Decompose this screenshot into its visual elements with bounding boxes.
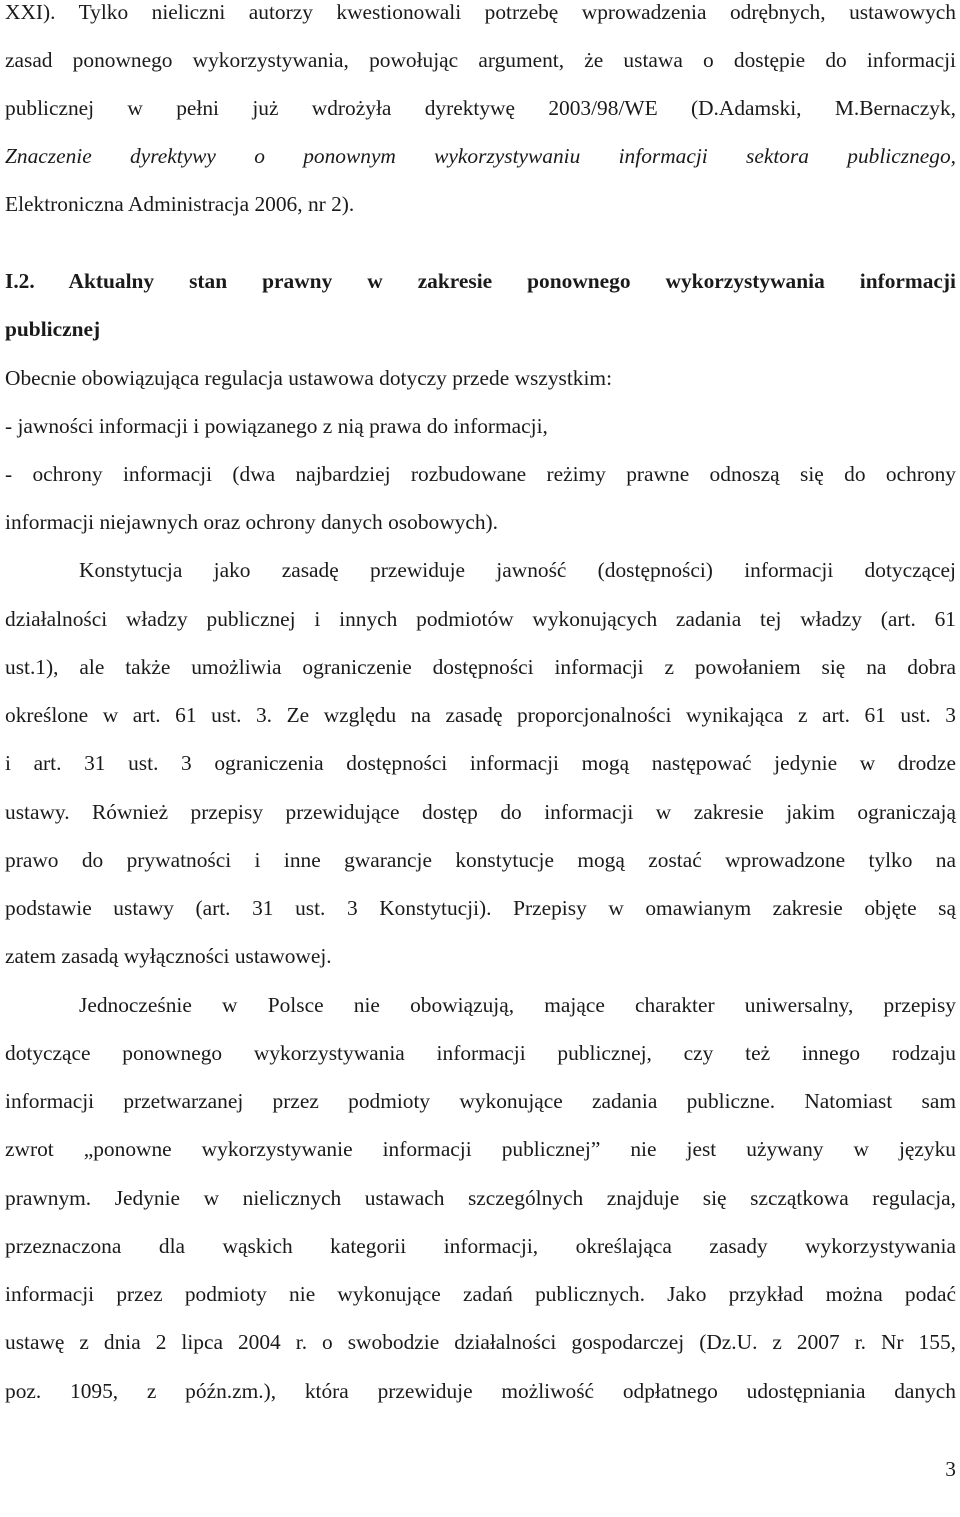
text-line: zwrot „ponowne wykorzystywanie informacji publicznej” nie jest używany w języku xyxy=(5,1137,956,1161)
text-line: publicznej w pełni już wdrożyła dyrektywę 2003/98/WE (D.Adamski, M.Bernaczyk, xyxy=(5,96,956,120)
text-line: określone w art. 61 ust. 3. Ze względu na zasadę proporcjonalności wynikająca z art. 61 ust. 3 xyxy=(5,703,956,727)
text-line: przeznaczona dla wąskich kategorii informacji, określająca zasady wykorzystywania xyxy=(5,1234,956,1258)
text-line: ustawę z dnia 2 lipca 2004 r. o swobodzie działalności gospodarczej (Dz.U. z 2007 r. Nr 155, xyxy=(5,1330,956,1354)
text-line: XXI). Tylko nieliczni autorzy kwestionowali potrzebę wprowadzenia odrębnych, ustawowych xyxy=(5,0,956,24)
text-line: zatem zasadą wyłączności ustawowej. xyxy=(5,944,332,968)
text-line: i art. 31 ust. 3 ograniczenia dostępności informacji mogą następować jedynie w drodze xyxy=(5,751,956,775)
text-line: Elektroniczna Administracja 2006, nr 2). xyxy=(5,192,355,216)
text-line: ust.1), ale także umożliwia ograniczenie dostępności informacji z powołaniem się na dobra xyxy=(5,655,956,679)
text-line: informacji przez podmioty nie wykonujące zadań publicznych. Jako przykład można podać xyxy=(5,1282,956,1306)
paragraph-first-line: Jednocześnie w Polsce nie obowiązują, mające charakter uniwersalny, przepisy xyxy=(79,993,956,1017)
text-line: działalności władzy publicznej i innych podmiotów wykonujących zadania tej władzy (art. 61 xyxy=(5,607,956,631)
text-line: prawo do prywatności i inne gwarancje konstytucje mogą zostać wprowadzone tylko na xyxy=(5,848,956,872)
section-heading-continued: publicznej xyxy=(5,317,101,341)
text-line: prawnym. Jedynie w nielicznych ustawach szczególnych znajduje się szczątkowa regulacja, xyxy=(5,1186,956,1210)
text-line: ustawy. Również przepisy przewidujące dostęp do informacji w zakresie jakim ograniczają xyxy=(5,800,956,824)
page-number: 3 xyxy=(945,1457,956,1481)
text-line: informacji przetwarzanej przez podmioty wykonujące zadania publiczne. Natomiast sam xyxy=(5,1089,956,1113)
text-line: poz. 1095, z późn.zm.), która przewiduje możliwość odpłatnego udostępniania danych xyxy=(5,1379,956,1403)
paragraph-first-line: Konstytucja jako zasadę przewiduje jawność (dostępności) informacji dotyczącej xyxy=(79,558,956,582)
list-item: - jawności informacji i powiązanego z nią prawa do informacji, xyxy=(5,414,548,438)
text-line: dotyczące ponownego wykorzystywania informacji publicznej, czy też innego rodzaju xyxy=(5,1041,956,1065)
list-item: - ochrony informacji (dwa najbardziej rozbudowane reżimy prawne odnoszą się do ochrony xyxy=(5,462,956,486)
list-item-continued: informacji niejawnych oraz ochrony danych osobowych). xyxy=(5,510,499,534)
text-line: Obecnie obowiązująca regulacja ustawowa dotyczy przede wszystkim: xyxy=(5,366,613,390)
document-page xyxy=(5,0,956,1517)
section-heading: I.2. Aktualny stan prawny w zakresie ponownego wykorzystywania informacji xyxy=(5,269,956,293)
text-line: zasad ponownego wykorzystywania, powołując argument, że ustawa o dostępie do informacji xyxy=(5,48,956,72)
citation-title-line: Znaczenie dyrektywy o ponownym wykorzystywaniu informacji sektora publicznego, xyxy=(5,144,956,168)
text-line: podstawie ustawy (art. 31 ust. 3 Konstytucji). Przepisy w omawianym zakresie objęte są xyxy=(5,896,956,920)
